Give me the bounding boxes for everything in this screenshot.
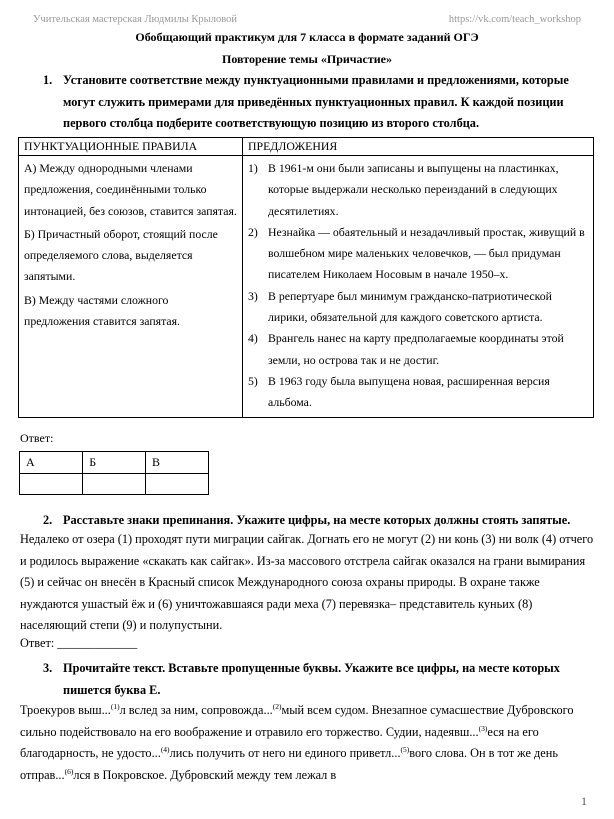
text-segment: еся на его благодарность, не удосто... [20, 724, 539, 761]
gap-marker: (1) [110, 702, 120, 711]
answer-col-c: В [145, 452, 208, 474]
sentence-number: 3) [248, 288, 258, 303]
sentence-number: 4) [248, 331, 258, 346]
task-3-instruction [43, 658, 583, 701]
gap-marker: (6) [64, 766, 74, 776]
answer-col-b: Б [83, 452, 146, 474]
gap-marker: (3) [478, 723, 488, 733]
gap-marker: (4) [160, 745, 170, 755]
sentence-text: В репертуаре был минимум гражданско-патриотической лирики, обязательной для каждого советского артиста. [268, 288, 552, 325]
text-segment: лся в Покровское. Дубровский между тем лежал в [73, 767, 337, 782]
sentences-column-header: ПРЕДЛОЖЕНИЯ [243, 138, 594, 156]
task-1-text: Установите соответствие между пунктуационными правилами и предложениями, которые могут служить примерами для приведённых пунктуационных правил. К каждой позиции первого столбца подберите соответствующую позицию из второго столбца. [63, 73, 569, 130]
page-subtitle: Повторение темы «Причастие» [221, 52, 393, 66]
rule-a: А) Между однородными членами предложения, соединёнными только интонацией, без союзов, ставится запятая. [24, 161, 237, 218]
task-2-body: Недалеко от озера (1) проходят пути миграции сайгак. Догнать его не могут (2) ни конь (3) ни волк (4) отчего и родилось выражение «скакать как сайгак». Из-за массового отстрела сайгак оказался на грани вымирания (5) и сейчас он внесён в Красный список Международного союза охраны природы. В охране также нуждаются ушастый ёж и (6) уничтожавшаяся ради меха (7) перевязка– представитель куньих (8) населяющий степи (9) и полупустыни. [20, 532, 594, 633]
gap-marker: (2) [272, 702, 282, 711]
sentence-text: В 1961-м они были записаны и выпущены на пластинках, которые выдержали несколько переизданий в следующих десятилетиях. [268, 161, 559, 218]
sentence-item [248, 328, 588, 371]
task-3-body [20, 700, 600, 786]
text-segment: вого слова. Он в тот же день отправ... [20, 746, 558, 782]
task-1-instruction [43, 70, 583, 135]
matching-table [18, 137, 594, 418]
page-number: 1 [581, 794, 587, 808]
task-2-answer: Ответ: _____________ [20, 636, 138, 650]
answer-table [19, 451, 209, 495]
rule-c: В) Между частями сложного предложения ставится запятая. [24, 292, 180, 329]
sentences-list [248, 158, 588, 414]
text-segment: Троекуров выш... [20, 703, 111, 717]
answer-cell-b[interactable] [83, 473, 146, 495]
rules-cell [19, 156, 243, 418]
sentences-cell [243, 156, 594, 418]
task-1-number: 1. [43, 73, 53, 87]
sentence-text: Врангель нанес на карту предполагаемые координаты этой земли, но острова так и не достиг. [268, 331, 564, 367]
task-3-text: Прочитайте текст. Вставьте пропущенные буквы. Укажите все цифры, на месте которых пишется буква Е. [63, 661, 560, 697]
task-2-text: Расставьте знаки препинания. Укажите цифры, на месте которых должны стоять запятые. [63, 513, 571, 527]
text-segment: лись получить от него ни единого приветл... [169, 746, 401, 761]
answer-cell-c[interactable] [145, 473, 208, 495]
header-link[interactable]: https://vk.com/teach_workshop [448, 14, 581, 25]
page-title: Обобщающий практикум для 7 класса в формате заданий ОГЭ [135, 30, 479, 44]
sentence-number: 1) [248, 161, 258, 175]
task-3-number: 3. [43, 661, 53, 675]
gap-marker: (5) [400, 745, 410, 755]
sentence-item [248, 286, 588, 329]
sentence-item [248, 371, 588, 414]
text-segment: мый всем судом. Внезапное сумасшествие Дубровского сильно подействовало на его воображение и отравило его торжество. Судии, надеявш... [20, 703, 574, 739]
sentence-number: 2) [248, 224, 258, 239]
sentence-item [248, 222, 588, 286]
sentence-text: Незнайка — обаятельный и незадачливый простак, живущий в волшебном мире маленьких человечков, — был придуман писателем Николаем Носовым в начале 1950–х. [268, 224, 585, 282]
task-2-number: 2. [43, 513, 53, 527]
task-1-answer-label: Ответ: [20, 431, 54, 445]
answer-cell-a[interactable] [20, 473, 83, 495]
header-author: Учительская мастерская Людмилы Крыловой [33, 14, 237, 25]
sentence-item [248, 158, 588, 222]
text-segment: л вслед за ним, сопровожда... [119, 703, 273, 717]
rules-column-header: ПУНКТУАЦИОННЫЕ ПРАВИЛА [19, 138, 243, 156]
sentence-number: 5) [248, 373, 258, 388]
rule-b: Б) Причастный оборот, стоящий после определяемого слова, выделяется запятыми. [24, 226, 218, 284]
sentence-text: В 1963 году была выпущена новая, расширенная версия альбома. [268, 373, 550, 410]
answer-col-a: А [20, 452, 83, 474]
